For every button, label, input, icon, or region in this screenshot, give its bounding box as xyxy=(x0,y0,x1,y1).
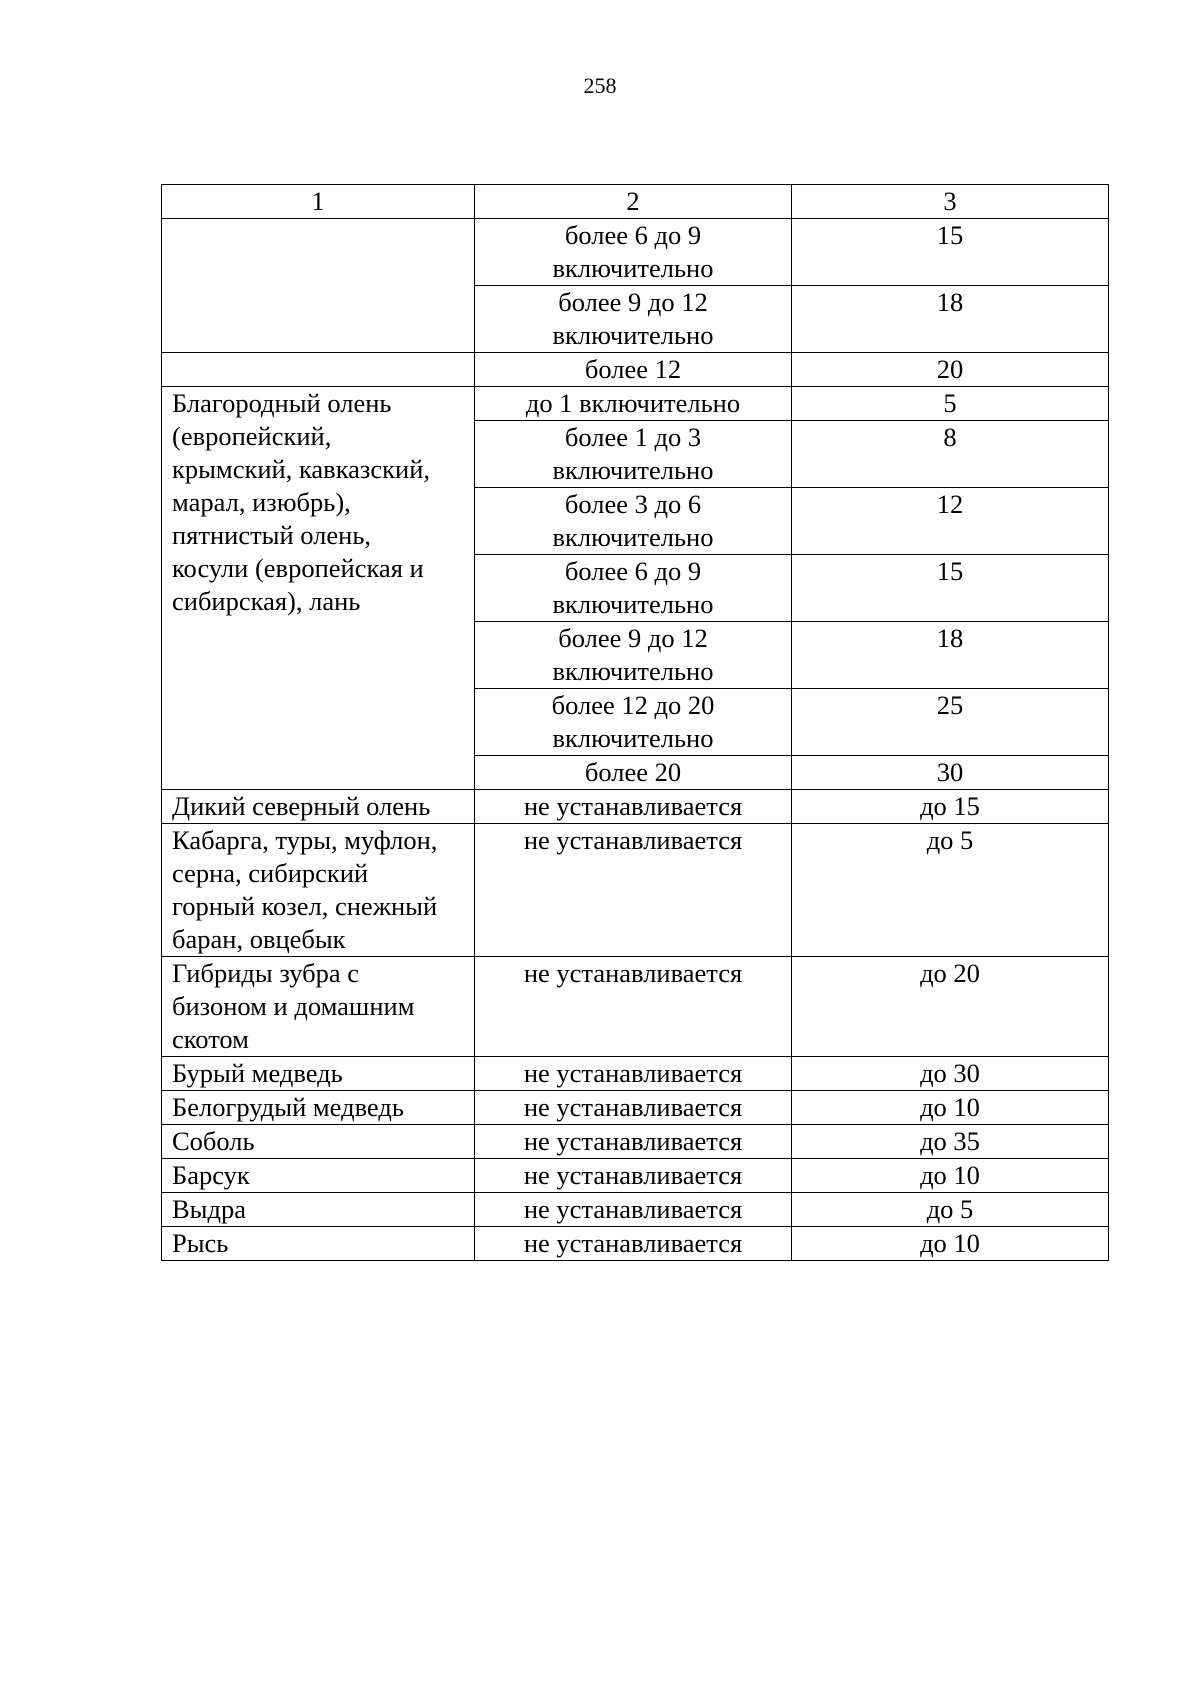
column-header-3: 3 xyxy=(792,185,1109,219)
value-cell: 18 xyxy=(792,286,1109,353)
age-cell xyxy=(475,488,792,555)
species-line: баран, овцебык xyxy=(172,924,346,954)
species-cell-empty xyxy=(162,353,475,387)
age-line: более 6 до 9 xyxy=(564,220,702,250)
table-row xyxy=(162,387,1109,421)
value-cell: 15 xyxy=(792,219,1109,286)
age-cell: не устанавливается xyxy=(475,957,792,1057)
species-line: Бурый медведь xyxy=(172,1058,343,1088)
age-cell: не устанавливается xyxy=(475,1057,792,1091)
value-cell: до 5 xyxy=(792,824,1109,957)
species-cell xyxy=(162,1091,475,1125)
value-cell: 5 xyxy=(792,387,1109,421)
age-line: включительно xyxy=(552,589,714,619)
age-cell: не устанавливается xyxy=(475,824,792,957)
value-cell: до 10 xyxy=(792,1091,1109,1125)
value-cell: до 10 xyxy=(792,1227,1109,1261)
species-line: Белогрудый медведь xyxy=(172,1092,404,1122)
value-cell: 30 xyxy=(792,756,1109,790)
page-number: 258 xyxy=(583,73,617,98)
age-cell: не устанавливается xyxy=(475,1227,792,1261)
species-line: Выдра xyxy=(172,1194,246,1224)
species-cell xyxy=(162,957,475,1057)
table-row xyxy=(162,957,1109,1057)
table-row xyxy=(162,790,1109,824)
column-header-1: 1 xyxy=(162,185,475,219)
table-row xyxy=(162,1193,1109,1227)
age-line: более 1 до 3 xyxy=(564,422,702,452)
species-cell xyxy=(162,824,475,957)
value-cell: 18 xyxy=(792,622,1109,689)
age-cell: до 1 включительно xyxy=(475,387,792,421)
age-line: включительно xyxy=(552,455,714,485)
species-line: горный козел, снежный xyxy=(172,891,438,921)
age-line: более 6 до 9 xyxy=(564,556,702,586)
species-line: бизоном и домашним xyxy=(172,991,415,1021)
table-row xyxy=(162,824,1109,957)
age-cell: более 12 xyxy=(475,353,792,387)
age-line: включительно xyxy=(552,656,714,686)
value-cell: до 30 xyxy=(792,1057,1109,1091)
age-line: включительно xyxy=(552,723,714,753)
age-cell xyxy=(475,555,792,622)
species-line: пятнистый олень, xyxy=(172,520,372,550)
value-cell: 20 xyxy=(792,353,1109,387)
age-line: более 12 до 20 xyxy=(551,690,715,720)
value-cell: 15 xyxy=(792,555,1109,622)
value-cell: до 5 xyxy=(792,1193,1109,1227)
age-cell xyxy=(475,219,792,286)
species-line: Барсук xyxy=(172,1160,250,1190)
age-line: более 3 до 6 xyxy=(564,489,702,519)
age-cell: не устанавливается xyxy=(475,1193,792,1227)
species-line: Рысь xyxy=(172,1228,229,1258)
table-row xyxy=(162,1057,1109,1091)
age-cell: не устанавливается xyxy=(475,1091,792,1125)
species-line: (европейский, xyxy=(172,421,332,451)
age-line: включительно xyxy=(552,522,714,552)
species-line: марал, изюбрь), xyxy=(172,487,351,517)
value-cell: до 35 xyxy=(792,1125,1109,1159)
value-cell: 8 xyxy=(792,421,1109,488)
species-line: Дикий северный олень xyxy=(172,791,431,821)
species-line: сибирская), лань xyxy=(172,586,361,616)
table-row xyxy=(162,1091,1109,1125)
age-cell: не устанавливается xyxy=(475,790,792,824)
table-row xyxy=(162,1159,1109,1193)
species-line: Соболь xyxy=(172,1126,255,1156)
species-line: Благородный олень xyxy=(172,388,392,418)
age-line: включительно xyxy=(552,320,714,350)
table-row xyxy=(162,1227,1109,1261)
table-header-row xyxy=(162,185,1109,219)
table-row xyxy=(162,353,1109,387)
value-cell: до 10 xyxy=(792,1159,1109,1193)
species-line: косули (европейская и xyxy=(172,553,424,583)
age-line: более 9 до 12 xyxy=(558,623,708,653)
species-line: Кабарга, туры, муфлон, xyxy=(172,825,438,855)
species-cell xyxy=(162,1159,475,1193)
species-cell-empty xyxy=(162,219,475,353)
table-row xyxy=(162,1125,1109,1159)
species-cell xyxy=(162,1057,475,1091)
age-cell xyxy=(475,689,792,756)
age-cell: не устанавливается xyxy=(475,1125,792,1159)
data-table xyxy=(161,184,1109,1261)
column-header-2: 2 xyxy=(475,185,792,219)
table-row xyxy=(162,219,1109,286)
value-cell: до 20 xyxy=(792,957,1109,1057)
value-cell: до 15 xyxy=(792,790,1109,824)
species-cell xyxy=(162,387,475,790)
value-cell: 25 xyxy=(792,689,1109,756)
species-cell xyxy=(162,1125,475,1159)
species-line: Гибриды зубра с xyxy=(172,958,360,988)
value-cell: 12 xyxy=(792,488,1109,555)
species-line: серна, сибирский xyxy=(172,858,369,888)
age-line: включительно xyxy=(552,253,714,283)
age-cell: не устанавливается xyxy=(475,1159,792,1193)
species-line: крымский, кавказский, xyxy=(172,454,431,484)
age-cell xyxy=(475,421,792,488)
species-cell xyxy=(162,790,475,824)
species-cell xyxy=(162,1193,475,1227)
age-cell xyxy=(475,286,792,353)
age-cell: более 20 xyxy=(475,756,792,790)
species-cell xyxy=(162,1227,475,1261)
age-cell xyxy=(475,622,792,689)
species-line: скотом xyxy=(172,1024,249,1054)
age-line: более 9 до 12 xyxy=(558,287,708,317)
